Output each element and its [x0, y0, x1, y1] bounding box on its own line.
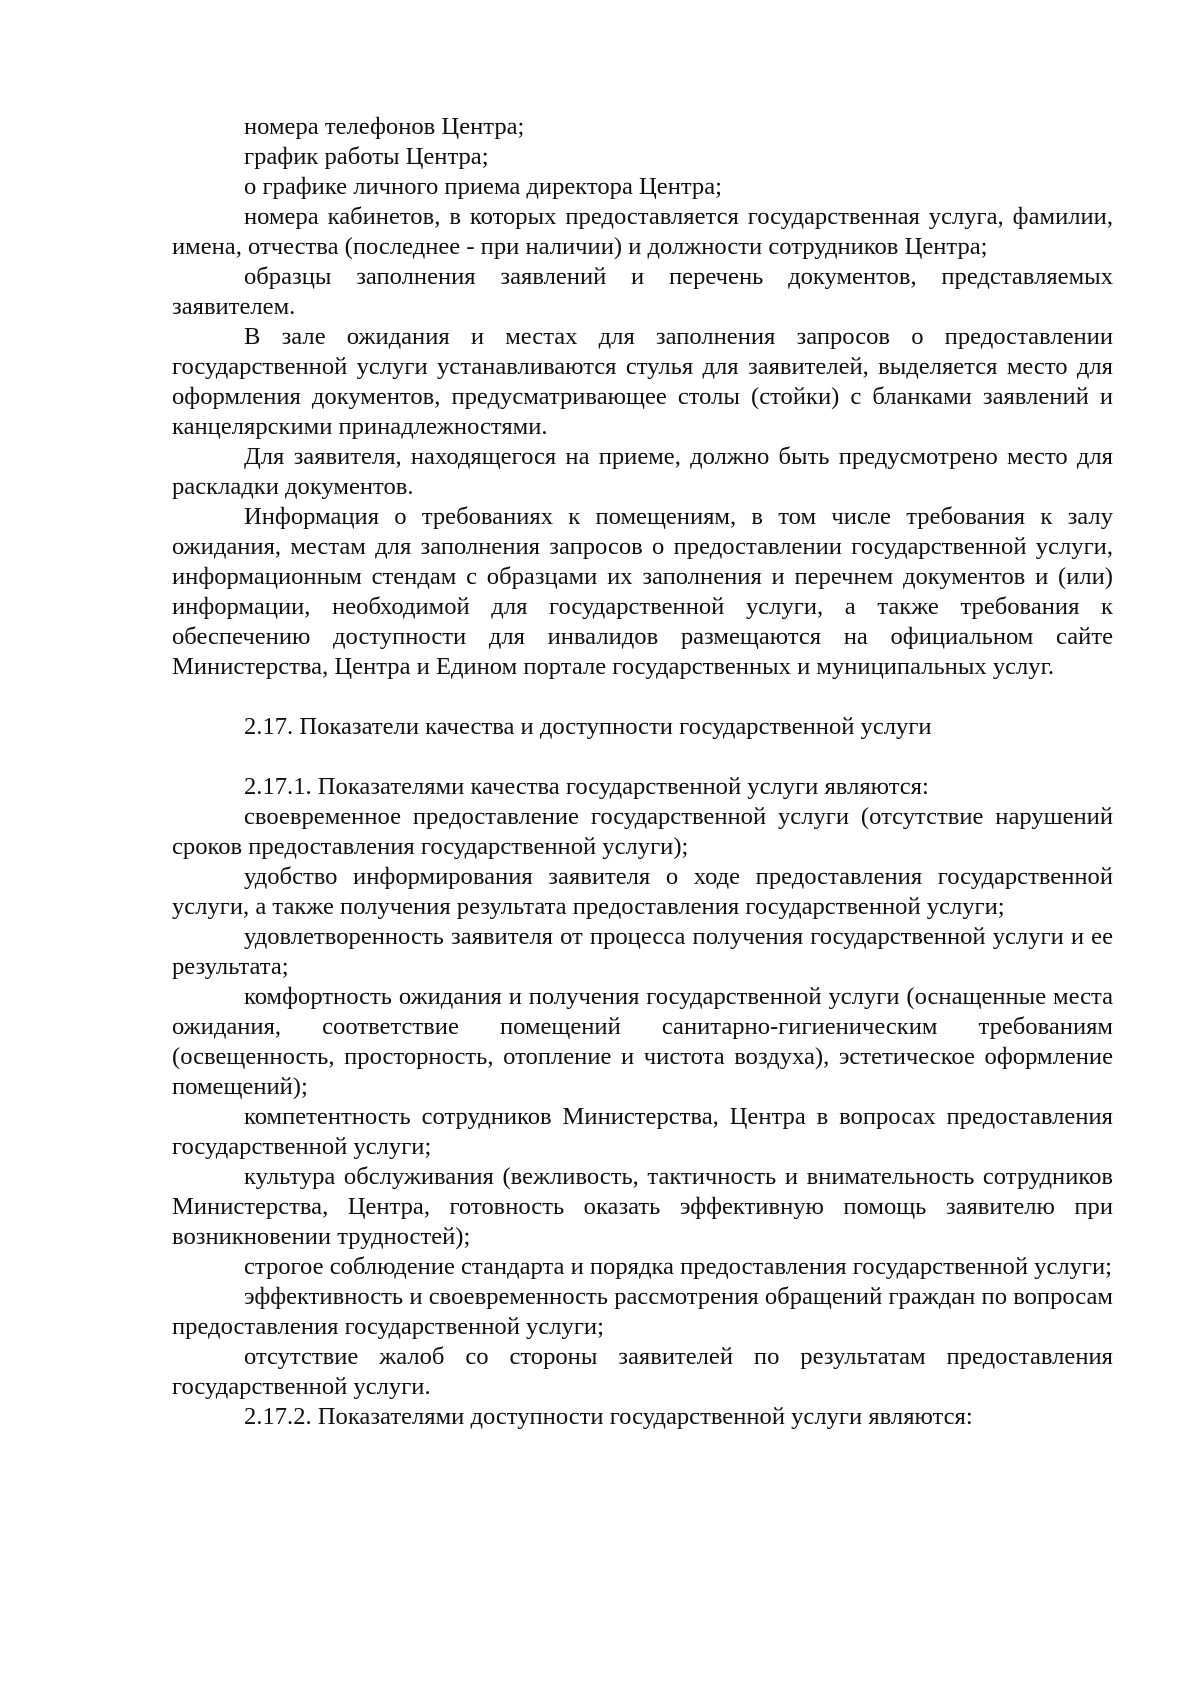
spacer	[172, 682, 1113, 712]
paragraph-premises-requirements: Информация о требованиях к помещениям, в том числе требования к залу ожидания, местам для заполнения запросов о предоставлении государственной услуги, информационным стендам с образцами их заполнения и перечнем документов и (или) информации, необходимой для государственной услуги, а также требования к обеспечению доступности для инвалидов размещаются на официальном сайте Министерства, Центра и Едином портале государственных и муниципальных услуг.	[172, 503, 1113, 680]
paragraph-waiting-hall: В зале ожидания и местах для заполнения запросов о предоставлении государственной услуги устанавливаются стулья для заявителей, выделяется место для оформления документов, предусматривающее столы (стойки) с бланками заявлений и канцелярскими принадлежностями.	[172, 323, 1113, 440]
quality-item-appeals: эффективность и своевременность рассмотрения обращений граждан по вопросам предоставления государственной услуги;	[172, 1283, 1113, 1340]
paragraph-director-reception: о графике личного приема директора Центра;	[244, 173, 722, 200]
paragraph-document-space: Для заявителя, находящегося на приеме, должно быть предусмотрено место для раскладки документов.	[172, 443, 1113, 500]
quality-item-information: удобство информирования заявителя о ходе предоставления государственной услуги, а также получения результата предоставления государственной услуги;	[172, 863, 1113, 920]
quality-item-timeliness: своевременное предоставление государственной услуги (отсутствие нарушений сроков предоставления государственной услуги);	[172, 803, 1113, 860]
quality-item-no-complaints: отсутствие жалоб со стороны заявителей по результатам предоставления государственной услуги.	[172, 1343, 1113, 1400]
quality-item-standard-compliance: строгое соблюдение стандарта и порядка предоставления государственной услуги;	[244, 1253, 1113, 1280]
subheading-2-17-1: 2.17.1. Показателями качества государственной услуги являются:	[244, 773, 929, 800]
quality-item-competence: компетентность сотрудников Министерства, Центра в вопросах предоставления государственной услуги;	[172, 1103, 1113, 1160]
subheading-2-17-2: 2.17.2. Показателями доступности государственной услуги являются:	[244, 1403, 973, 1430]
document-body	[172, 112, 1113, 1432]
paragraph-office-numbers: номера кабинетов, в которых предоставляется государственная услуга, фамилии, имена, отчества (последнее - при наличии) и должности сотрудников Центра;	[172, 203, 1113, 260]
paragraph-sample-forms: образцы заполнения заявлений и перечень документов, представляемых заявителем.	[172, 263, 1113, 320]
paragraph-work-schedule: график работы Центра;	[244, 143, 489, 170]
paragraph-phone-numbers: номера телефонов Центра;	[244, 113, 525, 140]
quality-item-comfort: комфортность ожидания и получения государственной услуги (оснащенные места ожидания, соответствие помещений санитарно-гигиеническим требованиям (освещенность, просторность, отопление и чистота воздуха), эстетическое оформление помещений);	[172, 983, 1113, 1100]
quality-item-service-culture: культура обслуживания (вежливость, тактичность и внимательность сотрудников Министерства, Центра, готовность оказать эффективную помощь заявителю при возникновении трудностей);	[172, 1163, 1113, 1250]
spacer	[172, 742, 1113, 772]
section-heading-2-17: 2.17. Показатели качества и доступности государственной услуги	[244, 713, 932, 740]
quality-item-satisfaction: удовлетворенность заявителя от процесса получения государственной услуги и ее результата;	[172, 923, 1113, 980]
